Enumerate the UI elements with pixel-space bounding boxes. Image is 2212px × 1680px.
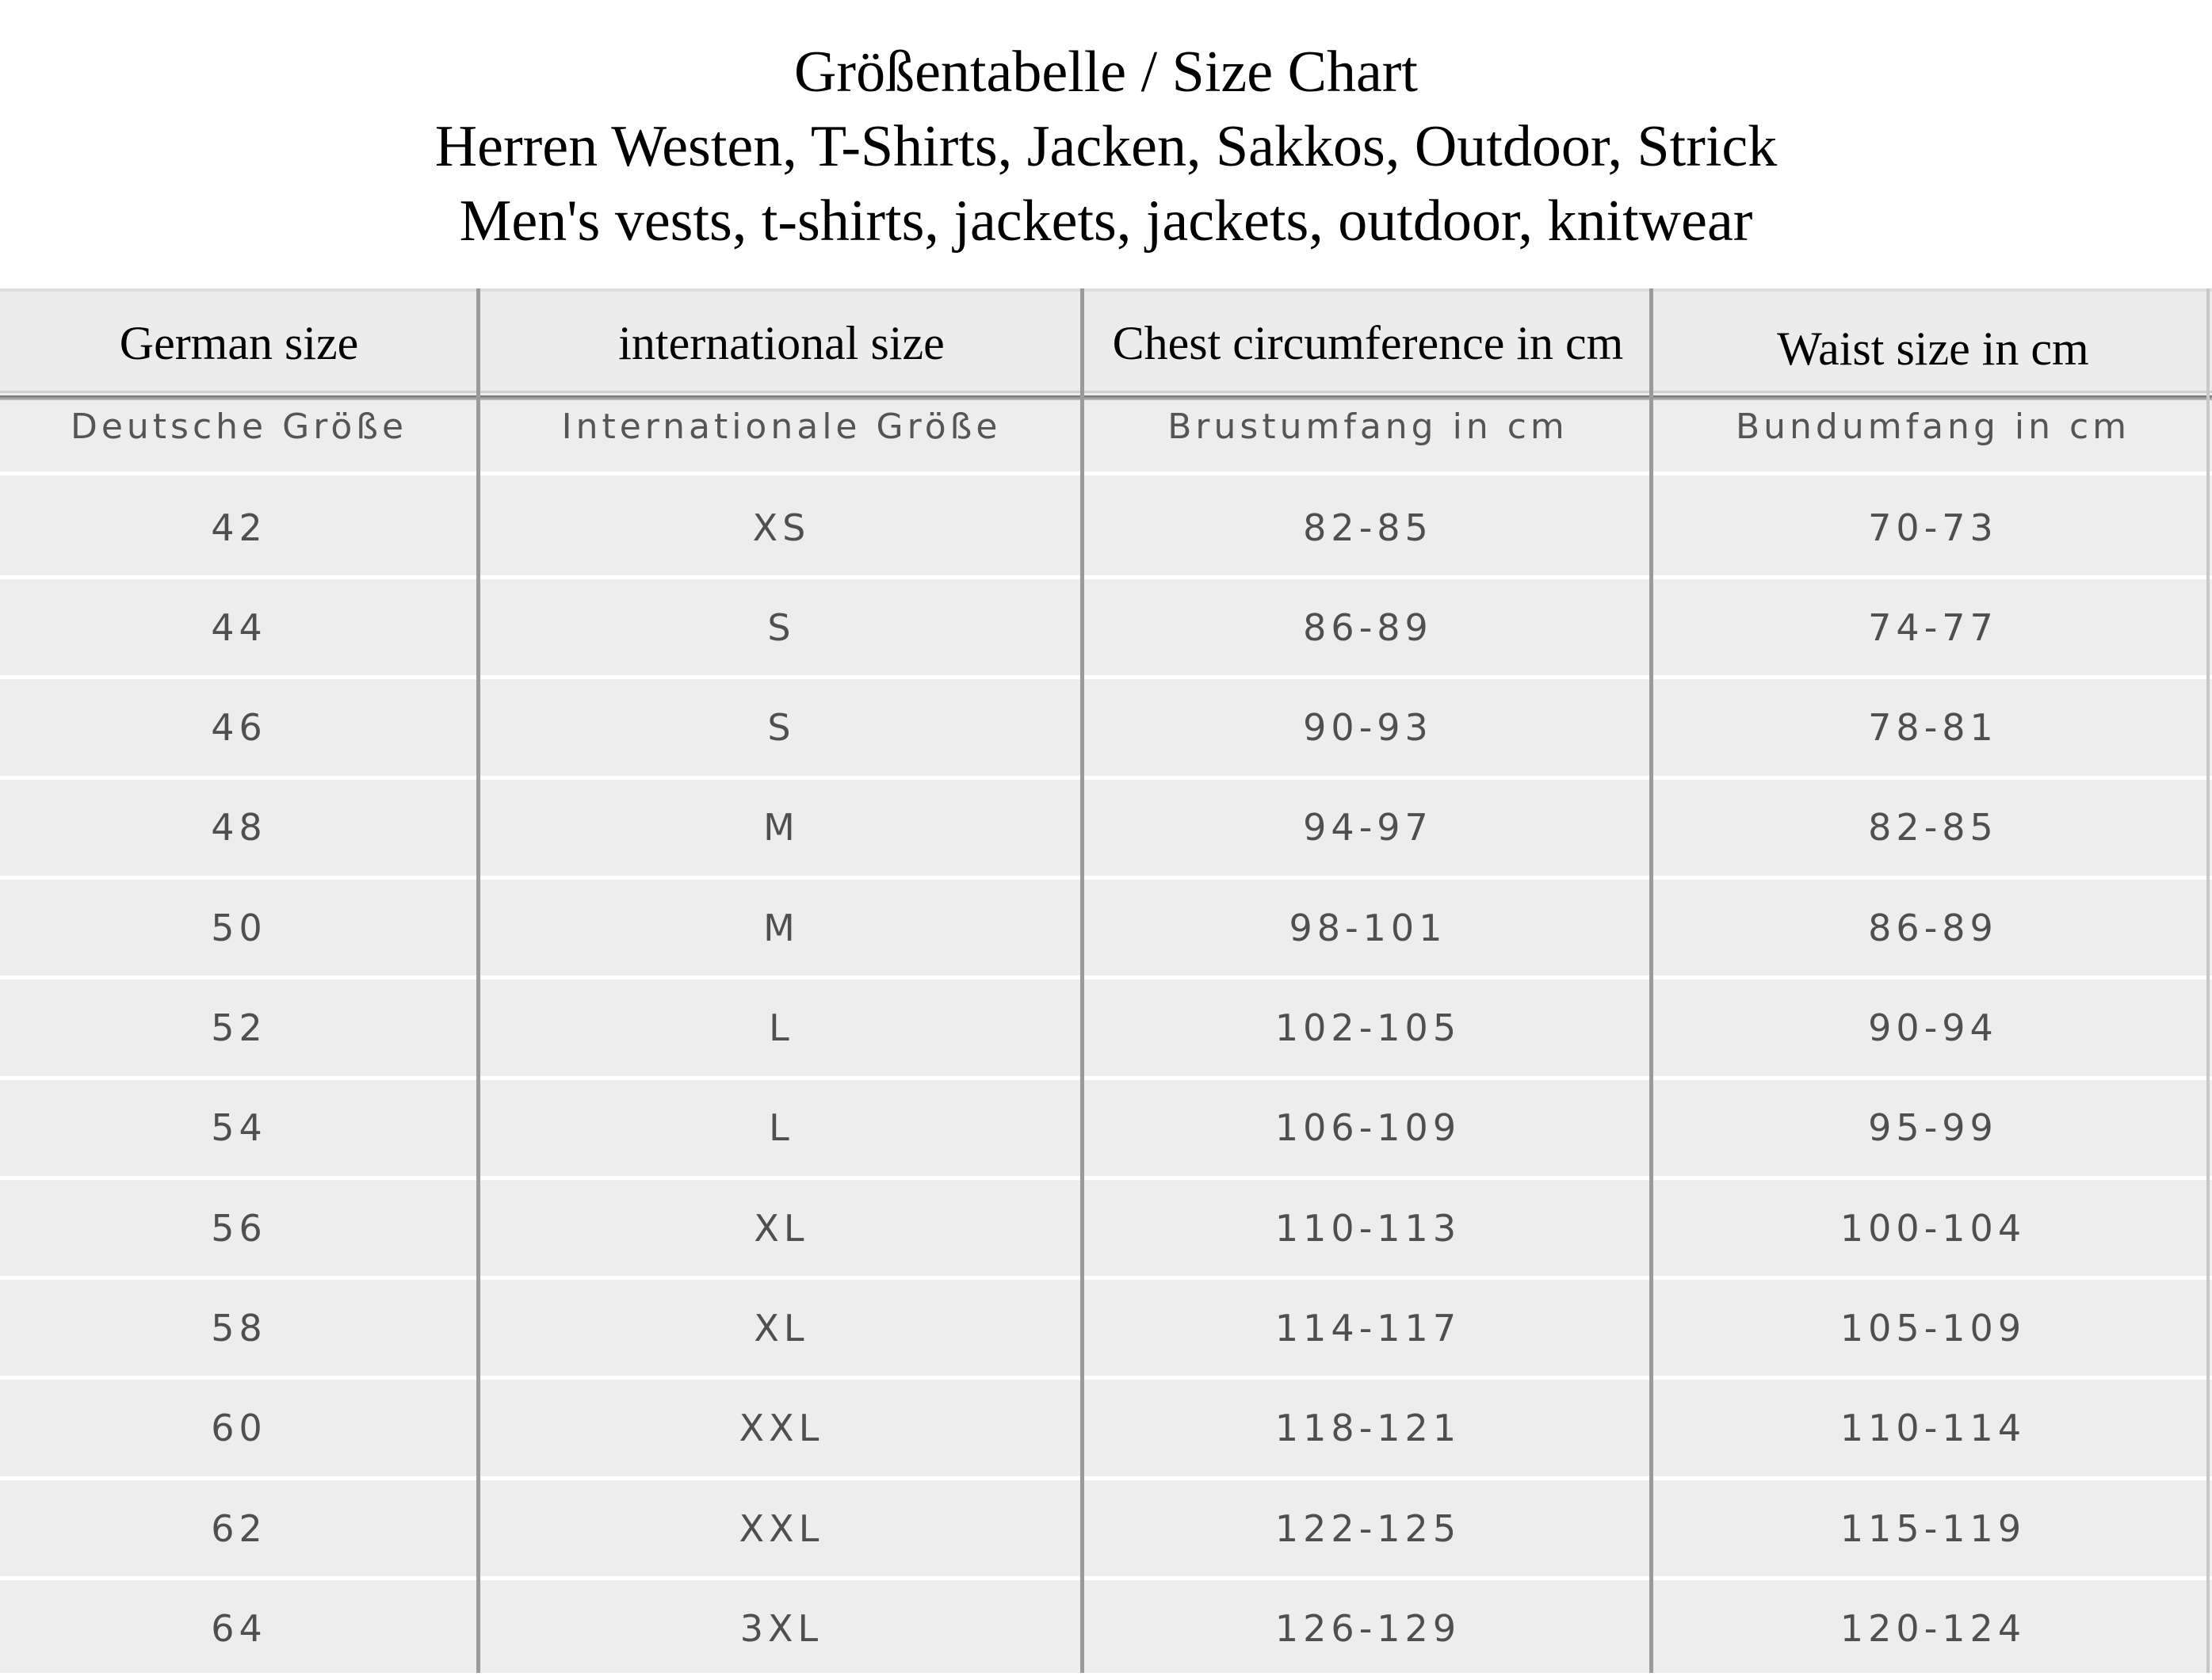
- header-row-english: [0, 292, 2212, 393]
- cell-waist: 74-77: [1868, 605, 1998, 649]
- cell-german-size: 54: [211, 1106, 267, 1150]
- cell-german-size: 46: [211, 706, 267, 750]
- header-brustumfang: Brustumfang in cm: [1167, 407, 1568, 447]
- title-block: [0, 0, 2212, 285]
- cell-german-size: 60: [211, 1407, 267, 1450]
- cell-german-size: 50: [211, 906, 267, 949]
- cell-german-size: 42: [211, 506, 267, 549]
- subtitle-english: Men's vests, t-shirts, jackets, jackets, outdoor, knitwear: [459, 189, 1753, 254]
- table-row: [0, 1180, 2212, 1280]
- cell-waist: 70-73: [1868, 506, 1998, 549]
- cell-waist: 78-81: [1868, 706, 1998, 750]
- header-bundumfang: Bundumfang in cm: [1735, 407, 2131, 447]
- cell-international-size: XL: [754, 1206, 809, 1250]
- table-row: [0, 980, 2212, 1080]
- table-row: [0, 1380, 2212, 1480]
- cell-chest: 118-121: [1274, 1407, 1461, 1450]
- cell-waist: 115-119: [1840, 1506, 2027, 1550]
- column-divider: [1080, 288, 1084, 1673]
- cell-chest: 94-97: [1303, 806, 1433, 850]
- header-international-size: international size: [618, 317, 945, 369]
- column-divider: [1649, 288, 1653, 1673]
- table-row: [0, 1080, 2212, 1180]
- cell-international-size: 3XL: [739, 1606, 823, 1650]
- cell-international-size: XXL: [739, 1506, 824, 1550]
- table-row: [0, 579, 2212, 679]
- header-german-size: German size: [119, 317, 359, 369]
- cell-international-size: L: [769, 1106, 794, 1150]
- table-right-edge: [2206, 288, 2210, 1673]
- header-row-german: [0, 400, 2212, 475]
- cell-german-size: 56: [211, 1206, 267, 1250]
- cell-waist: 100-104: [1840, 1206, 2027, 1250]
- cell-german-size: 58: [211, 1306, 267, 1350]
- cell-chest: 114-117: [1274, 1306, 1461, 1350]
- cell-german-size: 48: [211, 806, 267, 850]
- table-row: [0, 880, 2212, 979]
- cell-waist: 82-85: [1868, 806, 1998, 850]
- cell-german-size: 64: [211, 1606, 267, 1650]
- cell-waist: 95-99: [1868, 1106, 1998, 1150]
- cell-international-size: XL: [754, 1306, 809, 1350]
- cell-waist: 86-89: [1868, 906, 1998, 949]
- cell-german-size: 44: [211, 605, 267, 649]
- cell-waist: 110-114: [1840, 1407, 2027, 1450]
- cell-chest: 90-93: [1303, 706, 1433, 750]
- page-title: Größentabelle / Size Chart: [793, 40, 1418, 105]
- cell-international-size: M: [763, 906, 800, 949]
- cell-international-size: S: [767, 605, 796, 649]
- subtitle-german: Herren Westen, T-Shirts, Jacken, Sakkos, Outdoor, Strick: [434, 114, 1778, 179]
- cell-international-size: XS: [752, 506, 811, 549]
- cell-chest: 126-129: [1274, 1606, 1461, 1650]
- cell-chest: 106-109: [1274, 1106, 1461, 1150]
- cell-chest: 122-125: [1274, 1506, 1461, 1550]
- cell-chest: 102-105: [1274, 1006, 1461, 1049]
- table-row: [0, 1480, 2212, 1580]
- cell-waist: 105-109: [1840, 1306, 2027, 1350]
- cell-international-size: M: [763, 806, 800, 850]
- cell-waist: 90-94: [1868, 1006, 1998, 1049]
- table-row: [0, 479, 2212, 579]
- cell-chest: 82-85: [1303, 506, 1433, 549]
- header-deutsche-groesse: Deutsche Größe: [70, 407, 408, 447]
- header-waist-size: Waist size in cm: [1777, 323, 2089, 375]
- cell-chest: 98-101: [1289, 906, 1447, 949]
- table-row: [0, 680, 2212, 780]
- column-divider: [476, 288, 480, 1673]
- size-table: [0, 288, 2212, 1673]
- cell-german-size: 52: [211, 1006, 267, 1049]
- cell-chest: 110-113: [1274, 1206, 1461, 1250]
- header-chest-circumference: Chest circumference in cm: [1112, 317, 1624, 369]
- header-internationale-groesse: Internationale Größe: [561, 407, 1002, 447]
- cell-international-size: L: [769, 1006, 794, 1049]
- table-row: [0, 1280, 2212, 1380]
- cell-international-size: XXL: [739, 1407, 824, 1450]
- cell-international-size: S: [767, 706, 796, 750]
- cell-waist: 120-124: [1840, 1606, 2027, 1650]
- table-row: [0, 780, 2212, 880]
- cell-chest: 86-89: [1303, 605, 1433, 649]
- table-row: [0, 1580, 2212, 1680]
- cell-german-size: 62: [211, 1506, 267, 1550]
